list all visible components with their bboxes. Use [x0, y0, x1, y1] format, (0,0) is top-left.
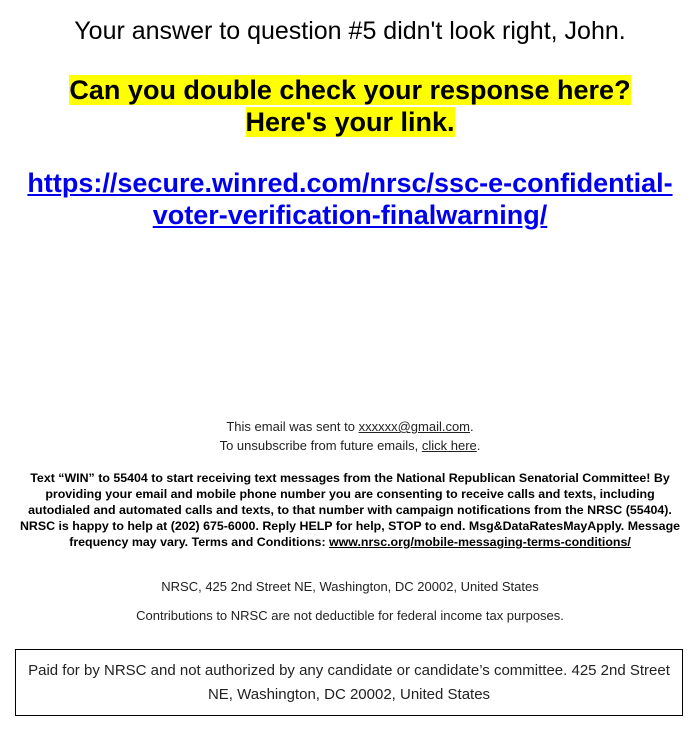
- unsubscribe-prefix: To unsubscribe from future emails,: [219, 438, 422, 453]
- unsubscribe-link[interactable]: click here: [421, 438, 477, 453]
- footer-notice: [0, 417, 700, 455]
- sms-terms-link[interactable]: www.nrsc.org/mobile-messaging-terms-conditions/: [329, 535, 631, 549]
- verification-link[interactable]: [27, 168, 672, 230]
- verification-link-line-2: voter-verification-finalwarning/: [152, 200, 548, 230]
- mailing-address: NRSC, 425 2nd Street NE, Washington, DC 20002, United States: [161, 579, 539, 594]
- sms-disclaimer-text: Text “WIN” to 55404 to start receiving text messages from the National Republican Senatorial Committee! By providing your email and mobile phone number you are consenting to receive calls and texts, including autodialed and automated calls and texts, to that number with campaign notifications from the NRSC (55404). NRSC is happy to help at (202) 675-6000. Reply HELP for help, STOP to end. Msg&DataRatesMayApply. Message frequency may vary. Terms and Conditions:: [19, 471, 681, 549]
- call-to-action: [0, 74, 700, 138]
- cta-line-1: Can you double check your response here?: [69, 75, 631, 105]
- verification-link-line-1: https://secure.winred.com/nrsc/ssc-e-confidential-: [27, 168, 673, 198]
- verification-link-block: [0, 167, 700, 231]
- paid-for-disclaimer-text: Paid for by NRSC and not authorized by any candidate or candidate’s committee. 425 2nd Street NE, Washington, DC 20002, United States: [28, 661, 670, 703]
- unsubscribe-line: [0, 436, 700, 455]
- cta-line-2: Here's your link.: [245, 107, 455, 137]
- sent-to-suffix: .: [470, 419, 474, 434]
- sms-disclaimer: [16, 470, 684, 550]
- unsubscribe-suffix: .: [476, 438, 481, 453]
- paid-for-disclaimer-box: [15, 649, 683, 716]
- headline: Your answer to question #5 didn't look right, John.: [74, 17, 626, 45]
- tax-deductible-notice: Contributions to NRSC are not deductible for federal income tax purposes.: [136, 608, 564, 623]
- sent-to-prefix: This email was sent to: [226, 419, 359, 434]
- recipient-email-link[interactable]: xxxxxx@gmail.com: [358, 419, 471, 434]
- sent-to-line: [0, 417, 700, 436]
